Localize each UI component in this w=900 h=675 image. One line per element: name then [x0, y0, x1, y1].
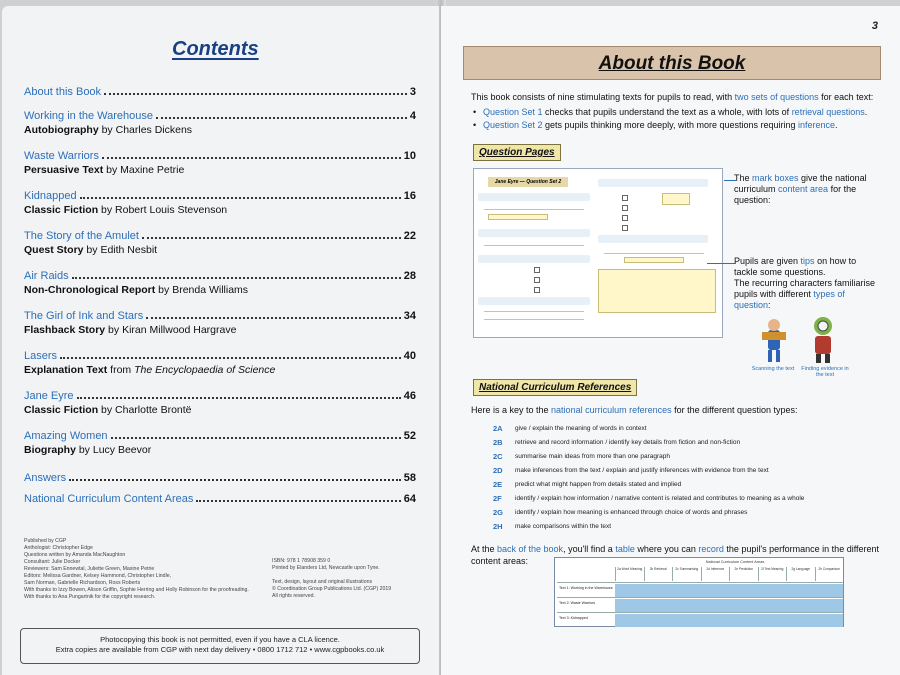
credit-line: ISBN: 978 1 78908 359 0: [272, 558, 331, 564]
toc-line: [24, 390, 416, 402]
table-cells: [615, 599, 843, 612]
toc-subtitle: [24, 124, 416, 136]
callout-highlight: types of question: [734, 289, 845, 310]
toc-by: by: [83, 244, 101, 256]
toc-page-number: 22: [403, 230, 416, 242]
key-description: identify / explain how meaning is enhanced through choice of words and phrases: [515, 508, 748, 516]
table-column-header: 2f Text Meaning: [758, 567, 787, 581]
toc-entry: [24, 310, 416, 336]
back-highlight: record: [698, 544, 724, 554]
callout-text: for the question:: [734, 184, 857, 205]
toc-leader-dots: [146, 317, 401, 319]
callout-highlight: mark boxes: [752, 173, 799, 183]
credit-line: All rights reserved.: [272, 593, 315, 599]
table-cells: [615, 614, 843, 627]
toc-genre: Persuasive Text: [24, 164, 104, 176]
toc-page-number: 34: [403, 310, 416, 322]
toc-genre: Non-Chronological Report: [24, 284, 156, 296]
toc-subtitle: [24, 164, 416, 176]
toc-page-number: 4: [409, 110, 416, 122]
key-description: make comparisons within the text: [515, 522, 612, 530]
mini-answer-line: [484, 311, 584, 312]
bullet-lead: Question Set 2: [483, 120, 543, 130]
tips-callout: [734, 256, 876, 311]
toc-title: Jane Eyre: [24, 390, 74, 402]
about-title: About this Book: [598, 53, 746, 74]
toc-line: [24, 350, 416, 362]
notice-line-2: Extra copies are available from CGP with next day delivery • 0800 1712 712 • www.cgpbooks.co.uk: [55, 645, 385, 654]
toc-page-number: 52: [403, 430, 416, 442]
toc-line: [24, 310, 416, 322]
intro-highlight: two sets of questions: [734, 92, 819, 102]
toc-by: from: [107, 364, 135, 376]
table-column-header: 2d Inference: [701, 567, 730, 581]
notice-line-1: Photocopying this book is not permitted, even if you have a CLA licence.: [100, 635, 340, 644]
toc-author: Robert Louis Stevenson: [115, 204, 228, 216]
callout-highlight: content area: [778, 184, 829, 194]
callout-text: :: [768, 300, 771, 310]
toc-line: [24, 190, 416, 202]
evidence-character-icon: [807, 314, 839, 364]
list-item: [471, 106, 886, 119]
mini-tick-box: [622, 215, 628, 221]
toc-by: by: [105, 324, 123, 336]
toc-leader-dots: [80, 197, 401, 199]
back-highlight: back of the book: [497, 544, 564, 554]
key-row: [493, 491, 893, 505]
mini-question: [598, 179, 708, 187]
toc-page-number: 28: [403, 270, 416, 282]
toc-title: Kidnapped: [24, 190, 77, 202]
toc-author: Brenda Williams: [172, 284, 249, 296]
toc-author: The Encyclopaedia of Science: [134, 364, 276, 376]
key-intro-text: for the different question types:: [671, 405, 798, 415]
toc-line: [24, 110, 416, 122]
toc-page-number: 40: [403, 350, 416, 362]
toc-page-number: 64: [403, 493, 416, 505]
toc-genre: Quest Story: [24, 244, 84, 256]
toc-title: The Girl of Ink and Stars: [24, 310, 144, 322]
toc-author: Kiran Millwood Hargrave: [122, 324, 237, 336]
toc-title: Amazing Women: [24, 430, 108, 442]
question-pages-label: Question Pages: [473, 144, 561, 161]
key-description: identify / explain how information / narrative content is related and contributes to meaning as a whole: [515, 494, 805, 502]
toc-by: by: [103, 164, 121, 176]
table-row: [557, 597, 843, 612]
toc-author: Lucy Beevor: [92, 444, 152, 456]
back-text: , you'll find a: [563, 544, 616, 554]
contents-title: Contents: [172, 38, 259, 60]
toc-subtitle: [24, 204, 416, 216]
nc-references-label: National Curriculum References: [473, 379, 637, 396]
question-page-thumbnail: [473, 168, 723, 338]
toc-leader-dots: [72, 277, 401, 279]
toc-by: by: [155, 284, 173, 296]
toc-leader-dots: [104, 93, 407, 95]
key-code: 2F: [493, 493, 502, 503]
key-intro-highlight: national curriculum references: [551, 405, 672, 415]
back-text: At the: [471, 544, 498, 554]
table-column-header: 2c Summarising: [672, 567, 701, 581]
key-description: summarise main ideas from more than one paragraph: [515, 452, 670, 460]
toc-author: Maxine Petrie: [120, 164, 185, 176]
toc-by: by: [98, 404, 116, 416]
toc-line: [24, 150, 416, 162]
key-intro-text: Here is a key to the: [471, 405, 552, 415]
toc-entry: [24, 190, 416, 216]
callout-text: The: [734, 173, 753, 183]
toc-entry: [24, 110, 416, 136]
toc-genre: Biography: [24, 444, 76, 456]
intro-before: This book consists of nine stimulating texts for pupils to read, with: [471, 92, 735, 102]
table-column-header: 2a Word Meaning: [615, 567, 644, 581]
credit-line: [272, 572, 422, 579]
table-column-header: 2h Comparison: [815, 567, 844, 581]
intro-sentence: [471, 91, 886, 104]
mini-question: [598, 235, 708, 243]
table-column-header: 2b Retrieval: [644, 567, 673, 581]
mini-answer-line: [604, 253, 704, 254]
toc-title: About this Book: [24, 86, 102, 98]
key-description: give / explain the meaning of words in context: [515, 424, 647, 432]
mini-tip-panel: [598, 269, 716, 313]
toc-subtitle: [24, 404, 416, 416]
credit-line: Published by CGP: [24, 538, 67, 544]
callout-sentence: [734, 278, 876, 311]
toc-entry: [24, 472, 416, 484]
key-code: 2A: [493, 423, 503, 433]
callout-highlight: tips: [800, 256, 815, 266]
toc-author: Charles Dickens: [115, 124, 193, 136]
toc-title: The Story of the Amulet: [24, 230, 139, 242]
key-description: predict what might happen from details stated and implied: [515, 480, 682, 488]
mini-answer-line: [484, 209, 584, 210]
toc-entry: [24, 350, 416, 376]
table-column-header: 2e Prediction: [729, 567, 758, 581]
back-text: the pupil's performance in the different content areas:: [471, 544, 880, 566]
toc-genre: Autobiography: [24, 124, 99, 136]
toc-title: Air Raids: [24, 270, 69, 282]
table-row-label: Text 3: Kidnapped: [559, 616, 588, 620]
question-set-list: [471, 106, 886, 132]
key-row: [493, 463, 893, 477]
callout-text: on how to tackle some questions.: [734, 256, 857, 277]
toc-page-number: 3: [409, 86, 416, 98]
toc-genre: Classic Fiction: [24, 404, 99, 416]
back-text: where you can: [634, 544, 699, 554]
intro-text: [471, 91, 886, 132]
scanning-label: Scanning the text: [751, 366, 795, 372]
toc-entry: [24, 430, 416, 456]
mini-answer-line: [484, 245, 584, 246]
back-highlight: table: [615, 544, 635, 554]
toc-by: by: [75, 444, 93, 456]
callout-arrow: [707, 263, 735, 264]
bullet-text: checks that pupils understand the text as a whole, with lots of: [542, 107, 792, 117]
credit-line: Text, design, layout and original illustrations: [272, 579, 373, 585]
toc-subtitle: [24, 444, 416, 456]
toc-leader-dots: [156, 117, 407, 119]
key-row: [493, 449, 893, 463]
toc-by: by: [98, 124, 116, 136]
bullet-highlight: retrieval questions: [791, 107, 865, 117]
credit-line: With thanks to Izzy Bowen, Alison Griffin, Sophie Herring and Holly Robinson for the proofreading.: [24, 587, 249, 593]
evidence-label: Finding evidence in the text: [801, 366, 849, 378]
toc-entry: [24, 390, 416, 416]
mini-tick-box: [622, 205, 628, 211]
toc-genre: Flashback Story: [24, 324, 106, 336]
table-column-header: 2g Language: [786, 567, 815, 581]
key-description: make inferences from the text / explain and justify inferences with evidence from the text: [515, 466, 769, 474]
key-code: 2E: [493, 479, 503, 489]
toc-line: [24, 86, 416, 98]
mini-speech-bubble: [662, 193, 690, 205]
toc-page-number: 10: [403, 150, 416, 162]
key-row: [493, 519, 893, 533]
toc-genre: Explanation Text: [24, 364, 108, 376]
mini-page-title: Jane Eyre — Question Set 2: [488, 177, 568, 187]
credit-line: Editors: Melissa Gardner, Kelsey Hammond, Christopher Lindle,: [24, 573, 172, 579]
toc-entry: [24, 150, 416, 176]
toc-subtitle: [24, 244, 416, 256]
credit-line: Printed by Elanders Ltd, Newcastle upon Tyne.: [272, 565, 380, 571]
toc-title: Working in the Warehouse: [24, 110, 154, 122]
toc-leader-dots: [142, 237, 401, 239]
toc-leader-dots: [77, 397, 401, 399]
key-code: 2C: [493, 451, 503, 461]
publisher-credits: [24, 538, 259, 601]
bullet-tail: .: [864, 107, 868, 117]
mini-question: [478, 193, 590, 201]
content-areas-table: [554, 557, 844, 627]
toc-genre: Classic Fiction: [24, 204, 99, 216]
credit-line: Reviewers: Sam Ennewtal, Juliette Green, Maxine Petrie: [24, 566, 155, 572]
key-description: retrieve and record information / identify key details from fiction and non-fiction: [515, 438, 741, 446]
key-code: 2H: [493, 521, 503, 531]
callout-text: give the national curriculum: [734, 173, 867, 194]
table-cells: [615, 584, 843, 597]
mini-tick-box: [622, 225, 628, 231]
toc-line: [24, 493, 416, 505]
toc-line: [24, 230, 416, 242]
mini-tick-box: [534, 267, 540, 273]
scanning-character-icon: [759, 316, 789, 364]
table-row: [557, 612, 843, 627]
toc-subtitle: [24, 284, 416, 296]
credit-line: Questions written by Amanda MacNaughton: [24, 552, 126, 558]
credit-line: Sam Norman, Gabrielle Richardson, Ross Roberts: [24, 580, 141, 586]
photocopy-notice: [20, 628, 420, 664]
table-title: National Curriculum Content Areas: [705, 560, 765, 564]
table-row: [557, 582, 843, 597]
credit-line: © Coordination Group Publications Ltd. (CGP) 2019: [272, 586, 392, 592]
toc-entry: [24, 230, 416, 256]
toc-entry: [24, 493, 416, 505]
toc-entry: [24, 270, 416, 296]
intro-after: for each text:: [818, 92, 874, 102]
mini-tick-box: [534, 287, 540, 293]
bullet-lead: Question Set 1: [483, 107, 543, 117]
toc-author: Charlotte Brontë: [115, 404, 192, 416]
copyright-info: [272, 558, 422, 600]
mini-question: [478, 229, 590, 237]
contents-page: [2, 6, 439, 675]
toc-line: [24, 430, 416, 442]
page-number: 3: [871, 20, 878, 32]
key-row: [493, 505, 893, 519]
mini-tick-box: [622, 195, 628, 201]
toc-leader-dots: [111, 437, 401, 439]
toc-page-number: 46: [403, 390, 416, 402]
toc-leader-dots: [69, 479, 401, 481]
toc-leader-dots: [60, 357, 401, 359]
mini-tip-bar: [624, 257, 684, 263]
toc-leader-dots: [102, 157, 401, 159]
mini-tip-bar: [488, 214, 548, 220]
list-item: [471, 119, 886, 132]
table-row-label: Text 1: Working in the Warehouse: [559, 586, 613, 590]
credit-line: With thanks to Ana Pungartnik for the copyright research.: [24, 594, 156, 600]
bullet-highlight: inference: [798, 120, 836, 130]
bullet-tail: .: [835, 120, 838, 130]
key-row: [493, 435, 893, 449]
about-title-banner: [463, 46, 881, 80]
key-row: [493, 421, 893, 435]
toc-title: Lasers: [24, 350, 58, 362]
toc-title: Answers: [24, 472, 67, 484]
toc-title: National Curriculum Content Areas: [24, 493, 194, 505]
toc-line: [24, 270, 416, 282]
key-row: [493, 477, 893, 491]
nc-key-list: [493, 421, 893, 533]
key-intro: [471, 405, 798, 415]
credit-line: Anthologist: Christopher Edge: [24, 545, 93, 551]
toc-page-number: 58: [403, 472, 416, 484]
toc-line: [24, 472, 416, 484]
toc-title: Waste Warriors: [24, 150, 99, 162]
mini-question: [478, 297, 590, 305]
mini-tick-box: [534, 277, 540, 283]
mini-answer-line: [484, 319, 584, 320]
credit-line: Consultant: Julie Docker: [24, 559, 81, 565]
callout-sentence: [734, 256, 876, 278]
key-code: 2B: [493, 437, 503, 447]
callout-text: Pupils are given: [734, 256, 801, 266]
callout-text: The recurring characters familiarise pupils with different: [734, 278, 876, 299]
mini-question: [478, 255, 590, 263]
toc-page-number: 16: [403, 190, 416, 202]
toc-by: by: [98, 204, 116, 216]
toc-subtitle: [24, 324, 416, 336]
key-code: 2D: [493, 465, 503, 475]
key-code: 2G: [493, 507, 504, 517]
toc-entry: [24, 86, 416, 98]
mark-box-callout: [734, 173, 874, 206]
about-page: [441, 6, 900, 675]
toc-subtitle: [24, 364, 416, 376]
toc-leader-dots: [196, 500, 400, 502]
table-header: [615, 567, 843, 581]
toc-author: Edith Nesbit: [100, 244, 158, 256]
table-row-label: Text 2: Waste Warriors: [559, 601, 596, 605]
bullet-text: gets pupils thinking more deeply, with more questions requiring: [542, 120, 799, 130]
